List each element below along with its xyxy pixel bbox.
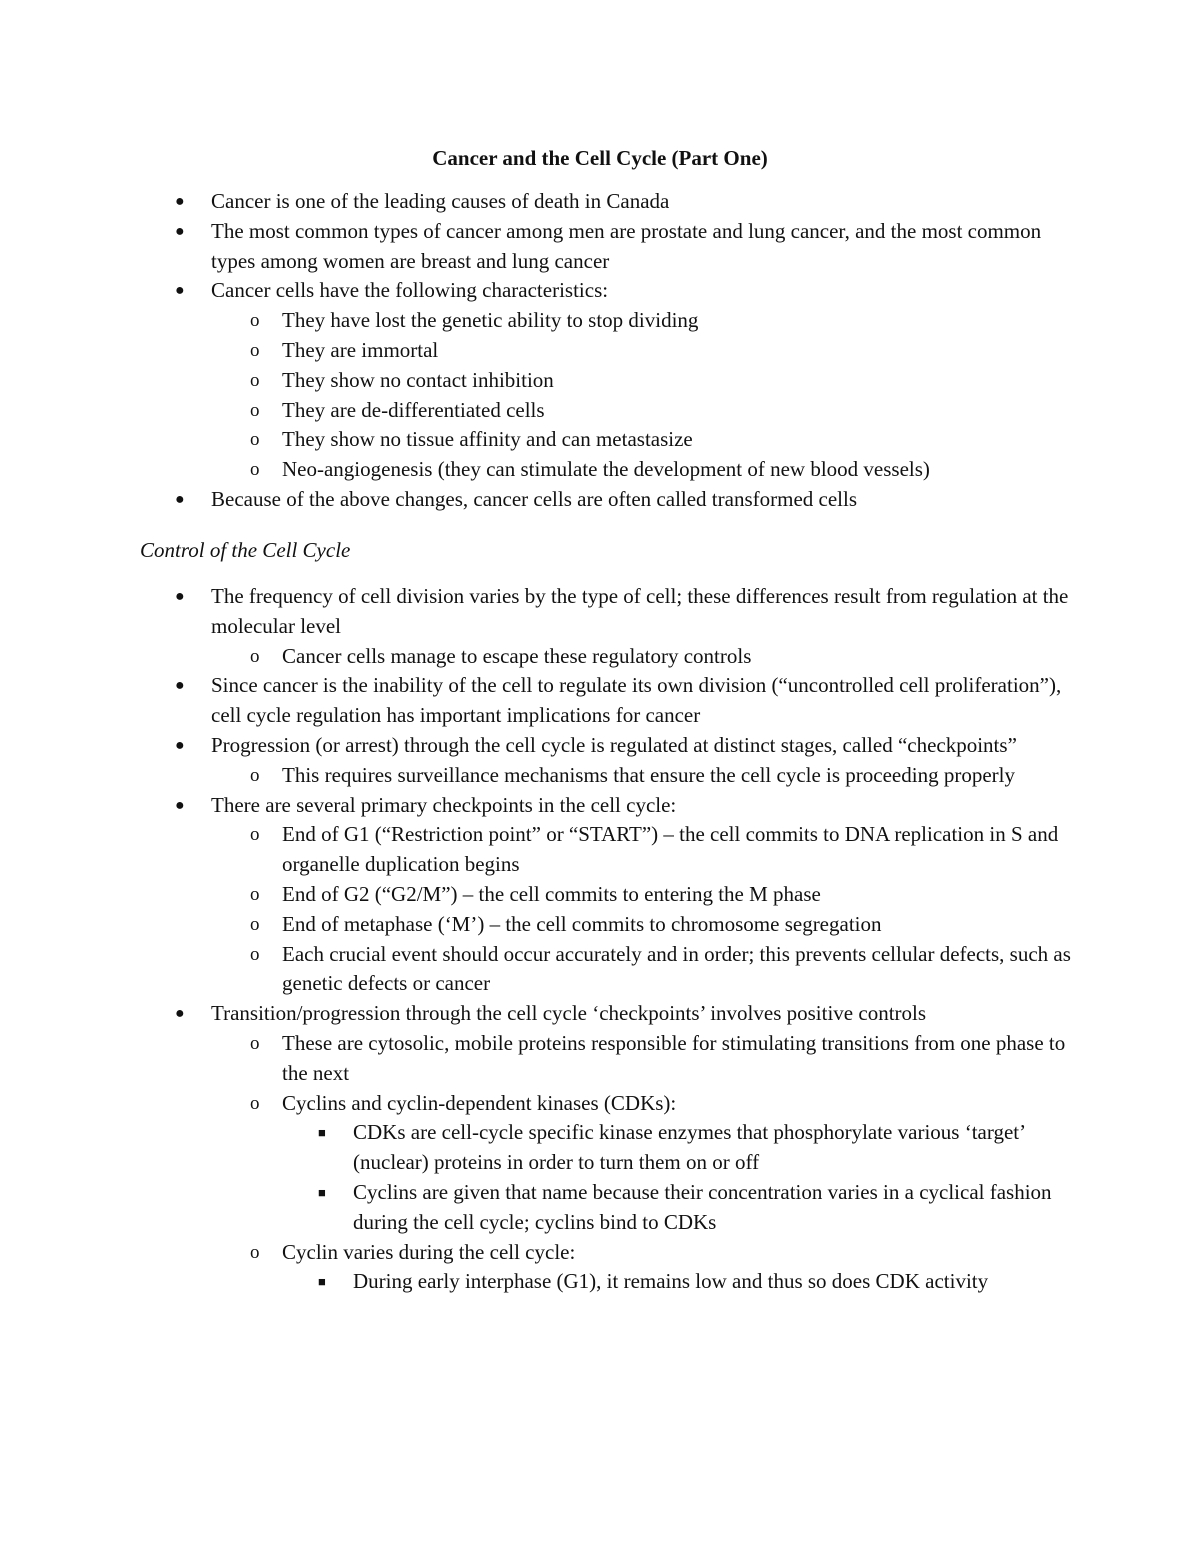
list-item-level-2 xyxy=(0,910,1200,940)
list-item-level-1 xyxy=(0,791,1200,821)
bullet-marker: ● xyxy=(175,222,185,240)
bullet-marker: o xyxy=(250,1092,260,1114)
list-item-level-2 xyxy=(0,1238,1200,1268)
list-item-text: Cyclin varies during the cell cycle: xyxy=(282,1239,576,1264)
bullet-marker: ● xyxy=(175,490,185,508)
bullet-marker: ● xyxy=(175,677,185,695)
bullet-marker: o xyxy=(250,429,260,451)
list-item-text: Cyclins are given that name because their concentration varies in a cyclical fashion during the cell cycle; cyclins bind to CDKs xyxy=(353,1179,1052,1234)
bullet-marker: ● xyxy=(175,1005,185,1023)
list-item-text: Cyclins and cyclin-dependent kinases (CDKs): xyxy=(282,1090,677,1115)
bullet-marker: o xyxy=(250,645,260,667)
list-item-text: They show no tissue affinity and can metastasize xyxy=(282,427,693,452)
list-item-text: They have lost the genetic ability to stop dividing xyxy=(282,308,699,333)
list-item-level-1 xyxy=(0,582,1200,642)
list-item-level-2 xyxy=(0,1029,1200,1089)
bullet-marker: o xyxy=(250,1032,260,1054)
list-item-level-2 xyxy=(0,1089,1200,1119)
list-item-text: Since cancer is the inability of the cell to regulate its own division (“uncontrolled cell proliferation”), cell cycle regulation has important implications for cancer xyxy=(211,673,1062,728)
bullet-marker: o xyxy=(250,399,260,421)
bullet-marker: ■ xyxy=(318,1184,326,1200)
bullet-marker: ■ xyxy=(318,1125,326,1141)
list-item-text: The frequency of cell division varies by the type of cell; these differences result from regulation at the molecular level xyxy=(211,584,1069,638)
list-item-level-2 xyxy=(0,642,1200,672)
list-item-level-2 xyxy=(0,455,1200,485)
list-item-text: Neo-angiogenesis (they can stimulate the development of new blood vessels) xyxy=(282,457,930,482)
list-item-text: The most common types of cancer among men are prostate and lung cancer, and the most common types among women are breast and lung cancer xyxy=(211,218,1042,273)
list-item-level-1 xyxy=(0,671,1200,731)
page-title: Cancer and the Cell Cycle (Part One) xyxy=(432,146,768,170)
list-item-text: These are cytosolic, mobile proteins responsible for stimulating transitions from one phase to the next xyxy=(282,1030,1066,1085)
list-item-text: End of metaphase (‘M’) – the cell commits to chromosome segregation xyxy=(282,911,882,936)
list-item-level-1 xyxy=(0,276,1200,306)
list-item-level-1 xyxy=(0,217,1200,277)
bullet-marker: o xyxy=(250,459,260,481)
list-item-text: End of G1 (“Restriction point” or “START”) – the cell commits to DNA replication in S and organelle duplication begins xyxy=(282,822,1059,877)
list-item-text: Progression (or arrest) through the cell cycle is regulated at distinct stages, called “checkpoints” xyxy=(211,732,1017,757)
bullet-marker: o xyxy=(250,1241,260,1263)
bullet-marker: ■ xyxy=(318,1274,326,1290)
bullet-marker: o xyxy=(250,339,260,361)
bullet-marker: ● xyxy=(175,282,185,300)
list-item-level-2 xyxy=(0,940,1200,1000)
bullet-marker: o xyxy=(250,764,260,786)
list-item-text: This requires surveillance mechanisms that ensure the cell cycle is proceeding properly xyxy=(282,762,1015,787)
list-item-level-2 xyxy=(0,336,1200,366)
list-item-text: They show no contact inhibition xyxy=(282,367,554,392)
list-item-text: Transition/progression through the cell cycle ‘checkpoints’ involves positive controls xyxy=(211,1001,927,1026)
list-item-text: Cancer cells manage to escape these regulatory controls xyxy=(282,643,752,668)
bullet-marker: o xyxy=(250,883,260,905)
bullet-marker: ● xyxy=(175,193,185,210)
list-item-text: Cancer is one of the leading causes of death in Canada xyxy=(211,189,670,213)
list-item-level-2 xyxy=(0,396,1200,426)
list-item-text: There are several primary checkpoints in the cell cycle: xyxy=(211,792,677,817)
list-item-text: Each crucial event should occur accurately and in order; this prevents cellular defects, such as genetic defects or cancer xyxy=(282,941,1071,996)
list-item-text: Because of the above changes, cancer cells are often called transformed cells xyxy=(211,486,858,511)
control-bullet-list xyxy=(0,582,1200,1297)
list-item-level-3 xyxy=(0,1267,1200,1297)
list-item-level-3 xyxy=(0,1178,1200,1238)
bullet-marker: o xyxy=(250,943,260,965)
list-item-level-1 xyxy=(0,999,1200,1029)
list-item-text: They are de-differentiated cells xyxy=(282,397,545,422)
bullet-marker: ● xyxy=(175,796,185,814)
list-item-level-1 xyxy=(0,485,1200,515)
bullet-marker: o xyxy=(250,824,260,846)
list-item-level-2 xyxy=(0,820,1200,880)
list-item-text: During early interphase (G1), it remains low and thus so does CDK activity xyxy=(353,1269,989,1294)
list-item-text: CDKs are cell-cycle specific kinase enzymes that phosphorylate various ‘target’ (nuclear) proteins in order to turn them on or off xyxy=(353,1120,1025,1175)
list-item-level-3 xyxy=(0,1118,1200,1178)
bullet-marker: ● xyxy=(175,588,185,605)
bullet-marker: o xyxy=(250,913,260,935)
list-item-text: They are immortal xyxy=(282,337,439,362)
list-item-level-2 xyxy=(0,880,1200,910)
list-item-text: Cancer cells have the following characteristics: xyxy=(211,278,609,303)
bullet-marker: ● xyxy=(175,736,185,754)
list-item-text: End of G2 (“G2/M”) – the cell commits to entering the M phase xyxy=(282,881,821,906)
list-item-level-2 xyxy=(0,761,1200,791)
list-item-level-2 xyxy=(0,425,1200,455)
list-item-level-1 xyxy=(0,187,1200,217)
list-item-level-2 xyxy=(0,366,1200,396)
section-heading: Control of the Cell Cycle xyxy=(140,538,351,562)
intro-bullet-list xyxy=(0,187,1200,515)
list-item-level-1 xyxy=(0,731,1200,761)
list-item-level-2 xyxy=(0,306,1200,336)
bullet-marker: o xyxy=(250,369,260,391)
bullet-marker: o xyxy=(250,310,260,332)
